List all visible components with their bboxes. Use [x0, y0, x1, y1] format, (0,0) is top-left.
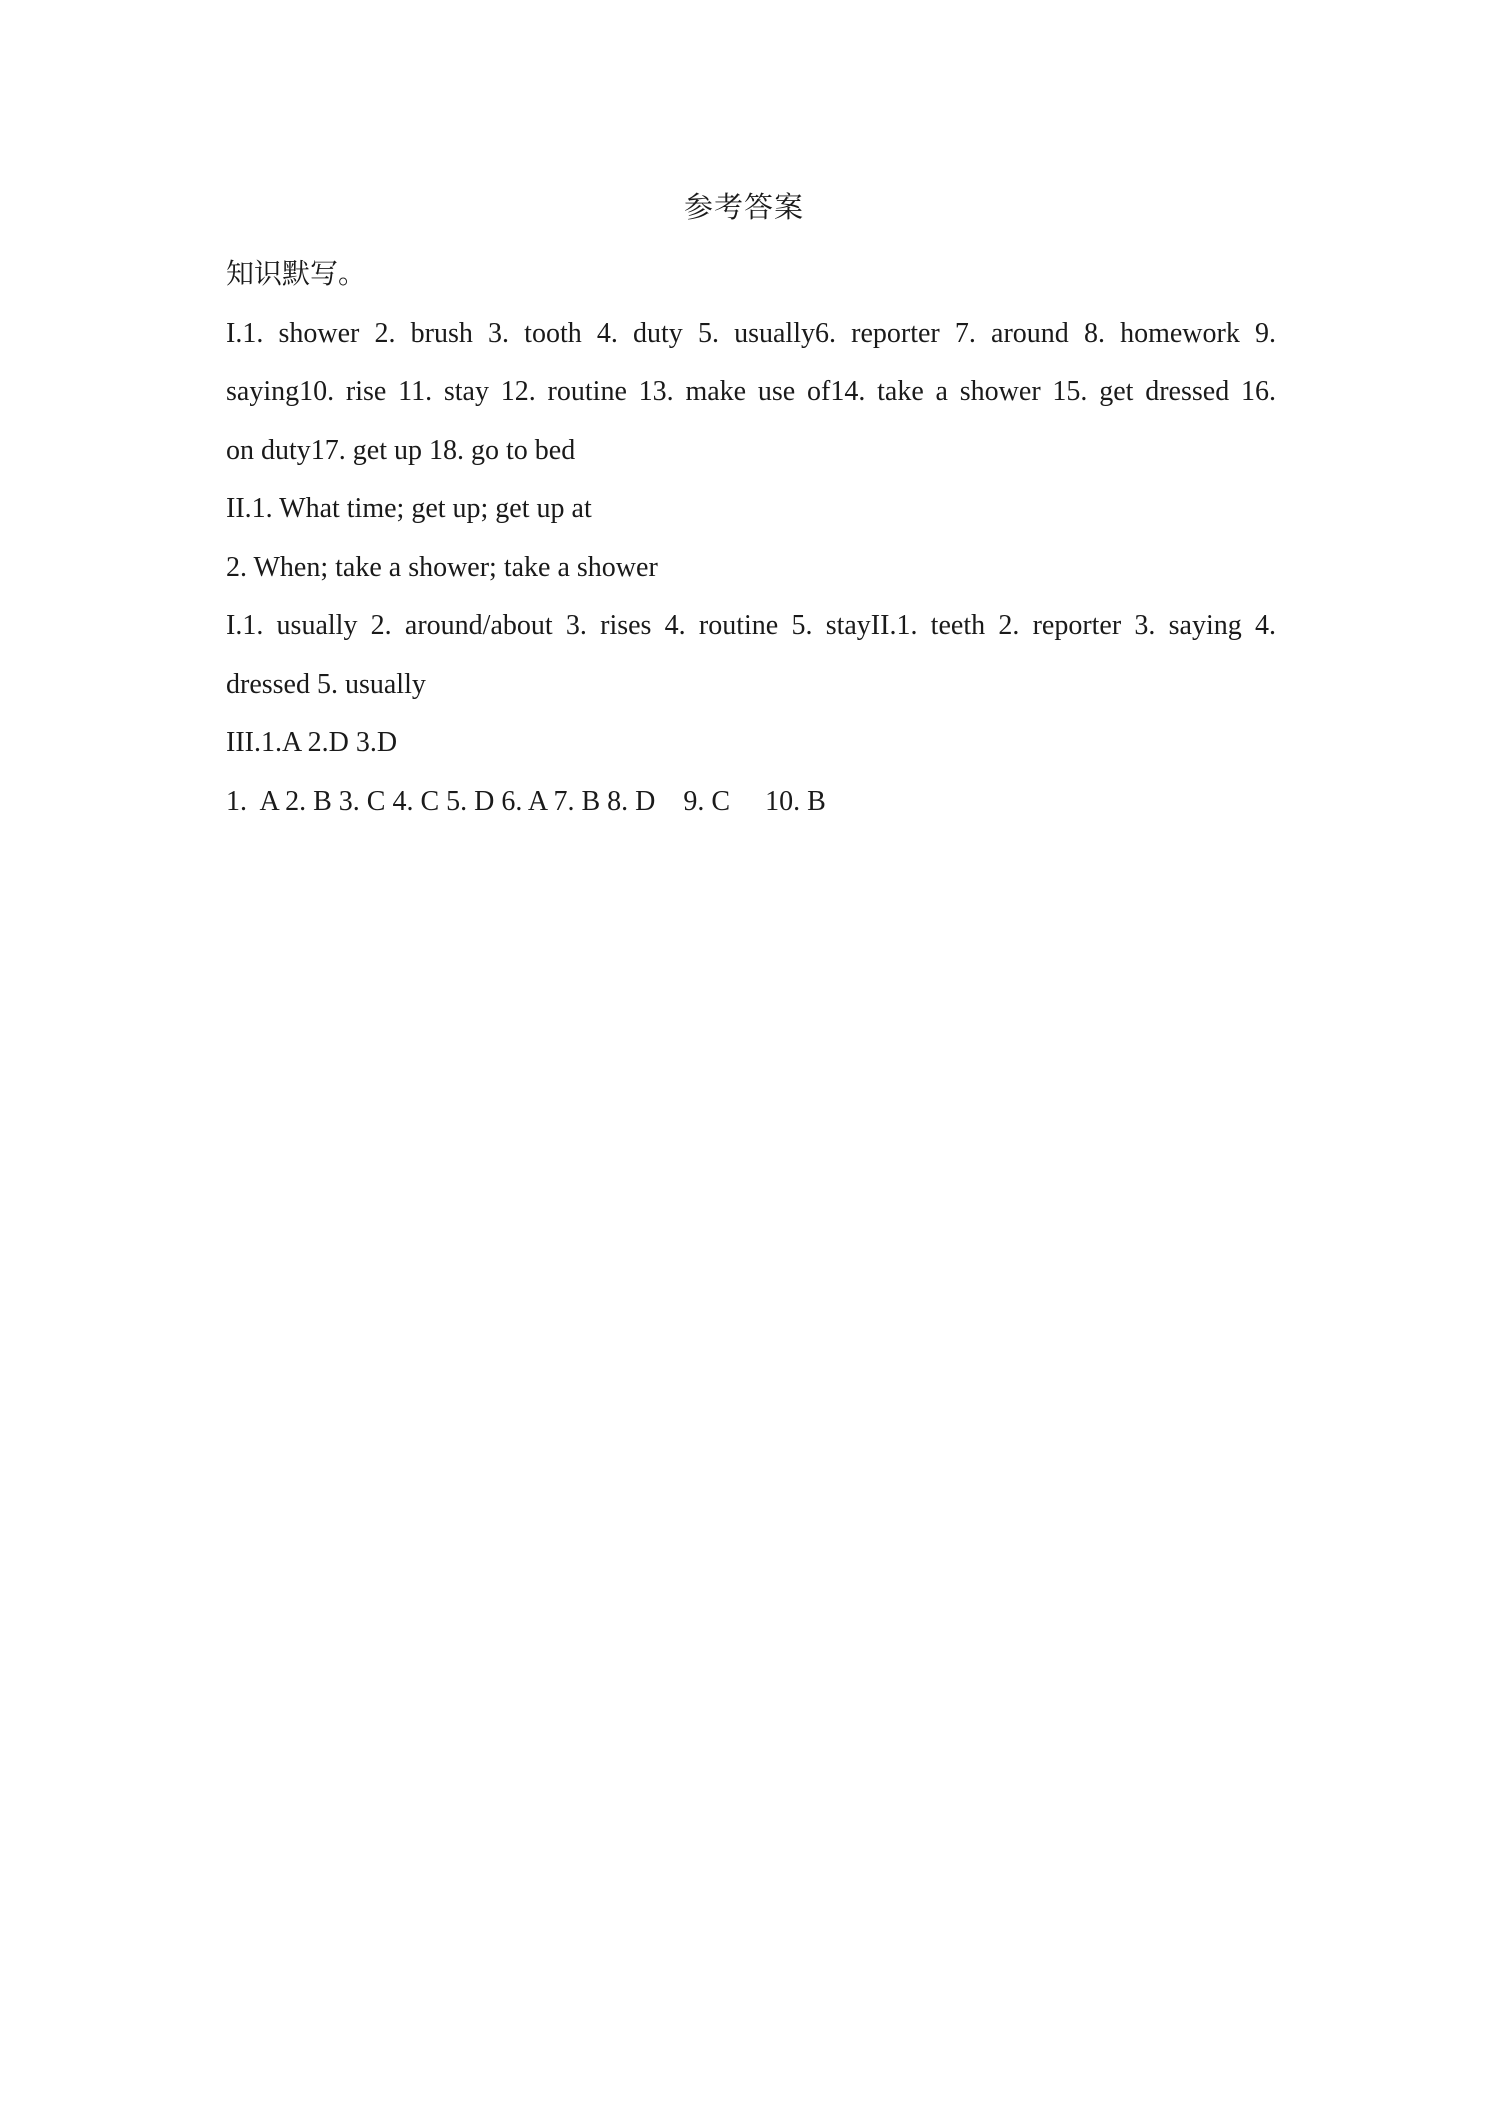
- fill-in-answers-line-1: I.1. usually 2. around/about 3. rises 4. routine 5. stayII.1. teeth 2. reporter 3. saying 4.: [226, 610, 1276, 641]
- choice-answers-section-3: III.1.A 2.D 3.D: [226, 727, 398, 758]
- section-heading-dictation: 知识默写。: [226, 259, 367, 290]
- vocabulary-answers-line-3: on duty17. get up 18. go to bed: [226, 434, 576, 466]
- phrase-answers-line-1: II.1. What time; get up; get up at: [226, 493, 592, 524]
- phrase-answers-line-2: 2. When; take a shower; take a shower: [226, 551, 658, 583]
- answer-content: [226, 246, 1276, 831]
- vocabulary-answers-line-1: I.1. shower 2. brush 3. tooth 4. duty 5. usually6. reporter 7. around 8. homework 9.: [226, 317, 1276, 349]
- fill-in-answers-line-2: dressed 5. usually: [226, 668, 426, 700]
- page-title: 参考答案: [683, 192, 804, 224]
- choice-answers-final: 1. A 2. B 3. C 4. C 5. D 6. A 7. B 8. D 9. C 10. B: [226, 785, 826, 817]
- vocabulary-answers-line-2: saying10. rise 11. stay 12. routine 13. make use of14. take a shower 15. get dressed 16.: [226, 376, 1276, 407]
